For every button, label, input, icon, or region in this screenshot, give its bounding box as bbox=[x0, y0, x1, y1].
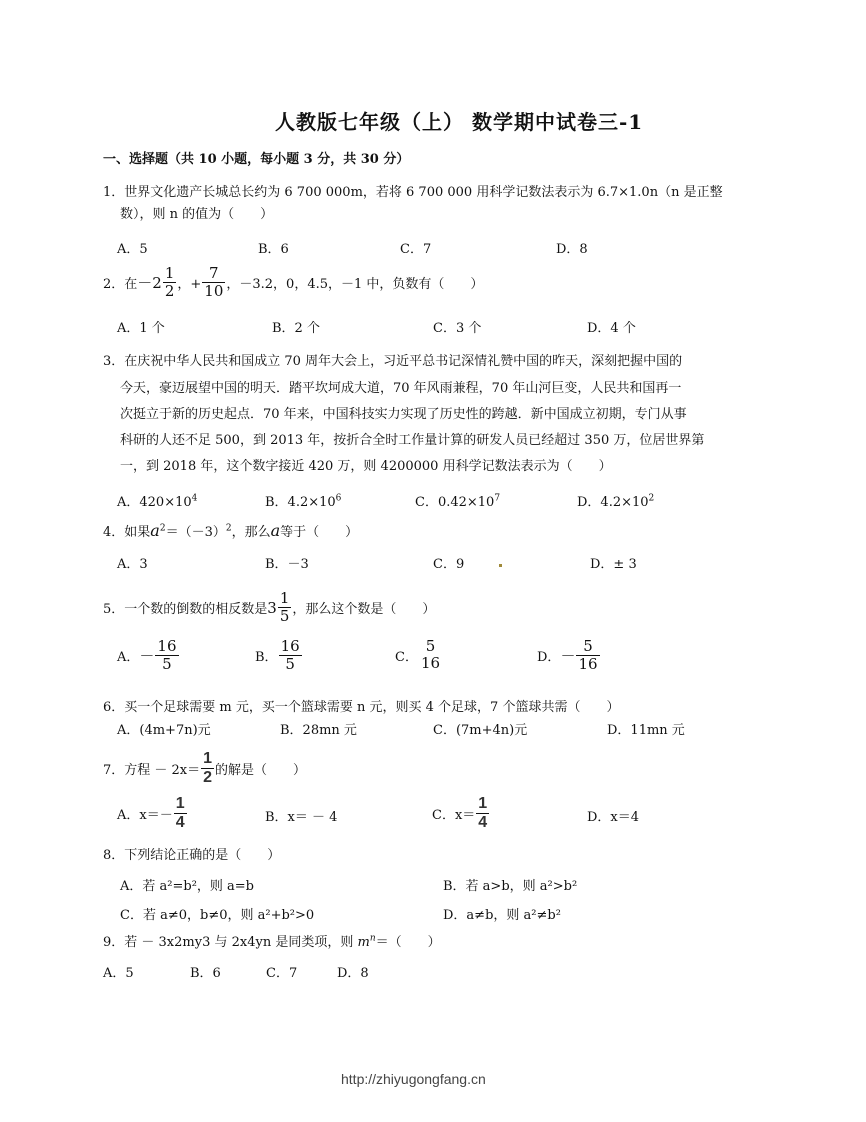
q7-stem bbox=[103, 750, 306, 788]
q2-stem bbox=[103, 265, 483, 301]
q3-option-d bbox=[577, 491, 654, 510]
q8-option-b: B．若 a>b，则 a²>b² bbox=[443, 879, 578, 894]
q2-option-d: D．4 个 bbox=[587, 321, 636, 336]
q1-line2: 数），则 n 的值为（ ） bbox=[120, 207, 274, 222]
q7-c-den: 4 bbox=[478, 814, 488, 832]
q2-f2-num: 7 bbox=[202, 265, 225, 283]
q5-text-a: 5．一个数的倒数的相反数是 bbox=[103, 602, 268, 618]
q5-text-b: ，那么这个数是（ ） bbox=[292, 602, 436, 618]
q5-c-fraction bbox=[419, 638, 442, 673]
q4-option-c: C．9 bbox=[433, 557, 465, 572]
q7-c-label: C．x＝ bbox=[432, 808, 476, 824]
page-title: 人教版七年级（上） 数学期中试卷三-1 bbox=[275, 110, 644, 134]
q5-a-fraction bbox=[155, 638, 178, 674]
q7-option-d: D．x＝4 bbox=[587, 810, 640, 825]
section-heading: 一、选择题（共 10 小题，每小题 3 分，共 30 分） bbox=[103, 152, 410, 167]
q4-var: a bbox=[150, 521, 160, 540]
q8-option-c: C．若 a≠0，b≠0，则 a²+b²>0 bbox=[120, 908, 315, 923]
q9-option-b: B．6 bbox=[190, 966, 221, 981]
q7-option-b: B．x＝ － 4 bbox=[265, 810, 338, 825]
q4-text-d: 等于（ ） bbox=[280, 525, 359, 540]
q5-option-c bbox=[395, 638, 443, 673]
q5-whole: 3 bbox=[267, 598, 277, 617]
q7-c-fraction bbox=[476, 795, 489, 833]
q5-b-label: B． bbox=[255, 650, 278, 666]
q5-stem bbox=[103, 590, 435, 626]
q2-f1-den: 2 bbox=[164, 282, 175, 301]
q2-option-b: B．2 个 bbox=[272, 321, 320, 336]
q5-a-num: 16 bbox=[157, 637, 177, 655]
q9-stem bbox=[103, 931, 441, 950]
q8-option-d: D．a≠b，则 a²≠b² bbox=[443, 908, 561, 923]
q8-stem: 8．下列结论正确的是（ ） bbox=[103, 848, 281, 863]
q5-a-den: 5 bbox=[162, 655, 172, 674]
q7-fraction bbox=[201, 750, 214, 788]
q2-sep1: ，+ bbox=[177, 277, 202, 293]
q1-option-b: B．6 bbox=[258, 242, 289, 257]
q3-line4: 科研的人还不足 500，到 2013 年，按折合全时工作量计算的研发人员已经超过 350 万，位居世界第 bbox=[120, 433, 705, 448]
q7-c-num: 1 bbox=[476, 795, 489, 814]
q2-f2-den: 10 bbox=[204, 282, 224, 301]
q3-option-c bbox=[415, 491, 500, 510]
q5-c-num: 5 bbox=[425, 637, 436, 655]
q4-exp2: 2 bbox=[225, 523, 232, 534]
q4-option-b: B．－3 bbox=[265, 557, 309, 572]
q9-option-d: D．8 bbox=[337, 966, 369, 981]
q2-fraction-1 bbox=[163, 265, 177, 301]
q3-c-base: C．0.42×10 bbox=[415, 495, 495, 510]
q3-a-base: A．420×10 bbox=[117, 495, 192, 510]
q5-b-num: 16 bbox=[280, 637, 300, 655]
q9-text-a: 9．若 － 3x2my3 与 2x4yn 是同类项，则 bbox=[103, 935, 358, 950]
q3-b-exp: 6 bbox=[335, 493, 342, 504]
q5-a-label: A． bbox=[117, 650, 140, 666]
q5-option-a bbox=[117, 638, 180, 674]
q9-option-c: C．7 bbox=[266, 966, 298, 981]
q4-var-2: a bbox=[270, 521, 281, 540]
q7-a-den: 4 bbox=[175, 814, 185, 832]
q7-text-b: 的解是（ ） bbox=[215, 763, 307, 779]
q6-option-b: B．28mn 元 bbox=[280, 723, 357, 738]
q7-option-c bbox=[432, 795, 490, 833]
q6-option-d: D．11mn 元 bbox=[607, 723, 685, 738]
q4-exp: 2 bbox=[159, 523, 166, 534]
q7-a-num: 1 bbox=[174, 795, 187, 814]
q7-a-label: A．x＝－ bbox=[117, 808, 173, 824]
stray-dot bbox=[499, 564, 502, 567]
q5-d-den: 16 bbox=[578, 655, 598, 674]
q5-c-label: C． bbox=[395, 649, 418, 665]
q5-den: 5 bbox=[279, 607, 290, 626]
q2-suffix: ，－3.2，0，4.5，－1 中，负数有（ ） bbox=[226, 277, 484, 293]
footer-url: http://zhiyugongfang.cn bbox=[341, 1071, 486, 1087]
q6-option-a: A．(4m+7n)元 bbox=[117, 723, 211, 738]
q5-b-den: 5 bbox=[285, 655, 295, 674]
q5-d-num: 5 bbox=[576, 638, 599, 656]
q3-line3: 次挺立于新的历史起点．70 年来，中国科技实力实现了历史性的跨越．新中国成立初期，专门从事 bbox=[120, 407, 687, 422]
q3-d-base: D．4.2×10 bbox=[577, 495, 649, 510]
q4-text-b: ＝（－3） bbox=[165, 525, 226, 540]
q5-option-d bbox=[537, 638, 601, 674]
q5-c-den: 16 bbox=[420, 654, 441, 673]
q3-c-exp: 7 bbox=[494, 493, 501, 504]
q7-text-a: 7．方程 － 2x＝ bbox=[103, 763, 201, 779]
q9-option-a: A．5 bbox=[103, 966, 134, 981]
q9-m: m bbox=[357, 935, 370, 950]
q4-option-a: A．3 bbox=[117, 557, 148, 572]
q2-fraction-2 bbox=[202, 265, 225, 301]
q8-option-a: A．若 a²=b²，则 a=b bbox=[120, 879, 255, 894]
q4-option-d: D．± 3 bbox=[590, 557, 637, 572]
q2-neg-int: －2 bbox=[137, 274, 162, 293]
q9-n: n bbox=[369, 933, 376, 944]
q5-d-label: D． bbox=[537, 650, 561, 666]
q6-option-c: C．(7m+4n)元 bbox=[433, 723, 528, 738]
q4-text-a: 4．如果 bbox=[103, 525, 151, 540]
q3-option-b bbox=[265, 491, 341, 510]
q1-option-d: D．8 bbox=[556, 242, 588, 257]
q3-a-exp: 4 bbox=[191, 493, 198, 504]
q5-b-fraction bbox=[279, 638, 302, 674]
q4-text-c: ，那么 bbox=[231, 525, 271, 540]
q5-fraction bbox=[278, 590, 292, 626]
q5-option-b bbox=[255, 638, 303, 674]
q1-line1: 1．世界文化遗产长城总长约为 6 700 000m，若将 6 700 000 用科学记数法表示为 6.7×1.0n（n 是正整 bbox=[103, 185, 723, 200]
q2-option-a: A．1 个 bbox=[117, 321, 165, 336]
q3-option-a bbox=[117, 491, 197, 510]
q7-den: 2 bbox=[203, 769, 213, 787]
q7-a-fraction bbox=[174, 795, 187, 833]
q7-option-a bbox=[117, 795, 188, 833]
q3-d-exp: 2 bbox=[648, 493, 655, 504]
q1-option-a: A．5 bbox=[117, 242, 148, 257]
q5-d-sign: － bbox=[560, 647, 576, 666]
q3-b-base: B．4.2×10 bbox=[265, 495, 336, 510]
q2-prefix: 2．在 bbox=[103, 277, 138, 293]
q4-stem bbox=[103, 521, 358, 540]
q6-stem: 6．买一个足球需要 m 元，买一个篮球需要 n 元，则买 4 个足球，7 个篮球共需（ ） bbox=[103, 700, 620, 715]
q1-option-c: C．7 bbox=[400, 242, 432, 257]
q9-text-b: ＝（ ） bbox=[375, 935, 441, 950]
q5-num: 1 bbox=[279, 589, 290, 607]
q2-f1-num: 1 bbox=[164, 264, 175, 282]
q2-option-c: C．3 个 bbox=[433, 321, 482, 336]
q5-d-fraction bbox=[576, 638, 599, 674]
q3-line5: 一，到 2018 年，这个数字接近 420 万，则 4200000 用科学记数法表示为（ ） bbox=[120, 459, 612, 474]
q5-a-sign: － bbox=[139, 647, 155, 666]
q7-num: 1 bbox=[201, 750, 214, 769]
q3-line2: 今天，豪迈展望中国的明天．踏平坎坷成大道，70 年风雨兼程，70 年山河巨变，人民共和国再一 bbox=[120, 381, 682, 396]
q3-line1: 3．在庆祝中华人民共和国成立 70 周年大会上，习近平总书记深情礼赞中国的昨天，深刻把握中国的 bbox=[103, 354, 683, 369]
